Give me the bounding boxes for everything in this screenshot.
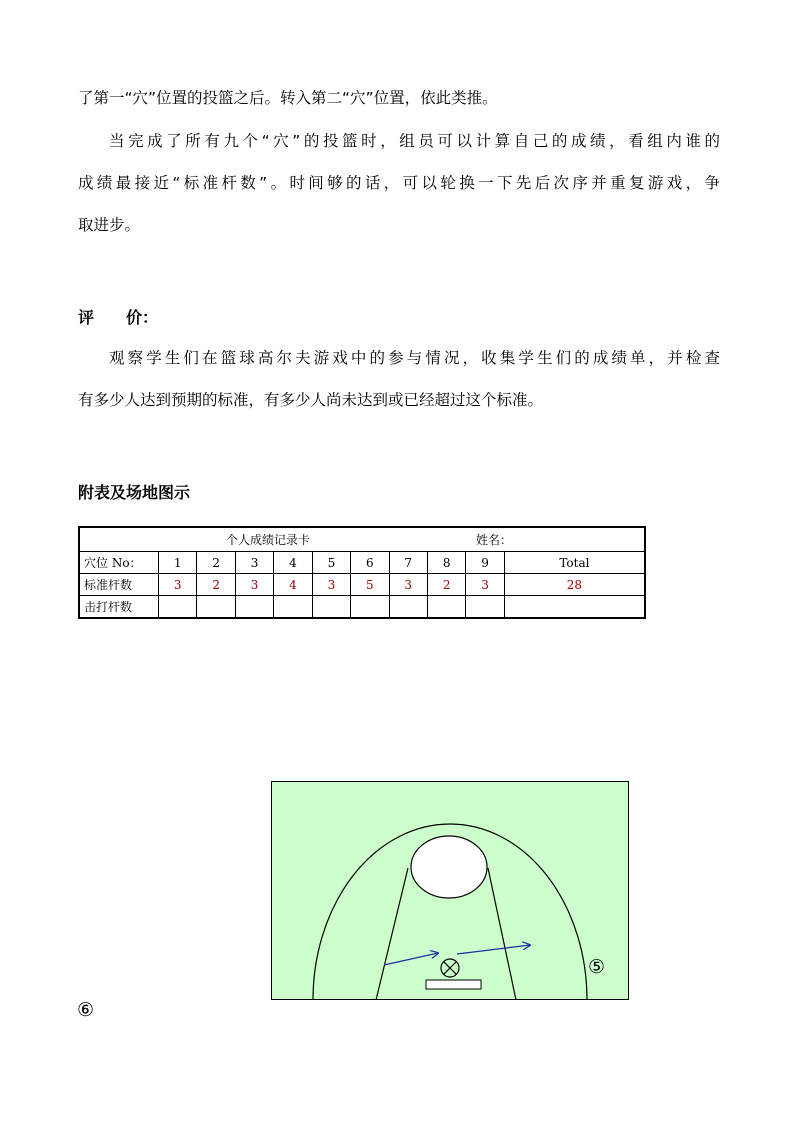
hole-cell: 9: [466, 552, 504, 574]
strokes-cell[interactable]: [389, 596, 427, 619]
strokes-cell[interactable]: [312, 596, 350, 619]
evaluation-heading: 评 价：: [78, 308, 159, 327]
hole-row-label: 穴位 No：: [79, 552, 159, 574]
hole-cell: 8: [427, 552, 465, 574]
strokes-cell[interactable]: [274, 596, 312, 619]
total-header-cell: Total: [504, 552, 645, 574]
par-cell: 3: [466, 574, 504, 596]
par-cell: 3: [235, 574, 273, 596]
par-cell: 3: [312, 574, 350, 596]
hole-cell: 4: [274, 552, 312, 574]
hole-cell: 1: [159, 552, 197, 574]
evaluation-line-2: 有多少人达到预期的标准，有多少人尚未达到或已经超过这个标准。: [78, 391, 544, 409]
par-cell: 4: [274, 574, 312, 596]
score-card-title: 个人成绩记录卡: [226, 533, 311, 547]
paragraph-1-line-1: 了第一“穴”位置的投篮之后。转入第二“穴”位置，依此类推。: [78, 89, 498, 107]
strokes-cell[interactable]: [351, 596, 389, 619]
par-cell: 3: [159, 574, 197, 596]
position-marker-six: ⑥: [77, 999, 95, 1021]
par-cell: 3: [389, 574, 427, 596]
paragraph-2-line-3: 取进步。: [78, 216, 141, 234]
score-card-title-cell: [79, 527, 645, 552]
basket-backboard: [426, 980, 481, 989]
hole-cell: 2: [197, 552, 235, 574]
par-total-cell: 28: [504, 574, 645, 596]
par-row: [79, 574, 645, 596]
hole-cell: 6: [351, 552, 389, 574]
paragraph-1: [78, 77, 720, 119]
position-marker-five: ⑤: [588, 956, 606, 978]
hole-number-row: [79, 552, 645, 574]
par-cell: 2: [427, 574, 465, 596]
strokes-cell[interactable]: [235, 596, 273, 619]
strokes-cell[interactable]: [159, 596, 197, 619]
par-row-label: 标准杆数: [79, 574, 159, 596]
par-cell: 2: [197, 574, 235, 596]
strokes-cell[interactable]: [427, 596, 465, 619]
paragraph-2-line-2: 成绩最接近“标准杆数”。时间够的话，可以轮换一下先后次序并重复游戏，争: [78, 174, 720, 192]
hole-cell: 3: [235, 552, 273, 574]
score-card-title-row: [79, 527, 645, 552]
strokes-cell[interactable]: [197, 596, 235, 619]
hole-cell: 5: [312, 552, 350, 574]
name-label: 姓名：: [476, 533, 513, 547]
hole-cell: 7: [389, 552, 427, 574]
par-cell: 5: [351, 574, 389, 596]
paragraph-2: [78, 120, 720, 246]
score-card-table: [78, 526, 646, 619]
strokes-row-label: 击打杆数: [79, 596, 159, 619]
free-throw-circle: [411, 836, 487, 898]
strokes-row: [79, 596, 645, 619]
evaluation-paragraph: [78, 337, 720, 421]
paragraph-2-line-1: 当完成了所有九个“穴”的投篮时，组员可以计算自己的成绩，看组内谁的: [109, 132, 720, 150]
court-diagram: [271, 781, 629, 1000]
appendix-heading: 附表及场地图示: [78, 483, 191, 502]
strokes-cell[interactable]: [466, 596, 504, 619]
evaluation-line-1: 观察学生们在篮球高尔夫游戏中的参与情况，收集学生们的成绩单，并检查: [109, 349, 720, 367]
strokes-total-cell[interactable]: [504, 596, 645, 619]
